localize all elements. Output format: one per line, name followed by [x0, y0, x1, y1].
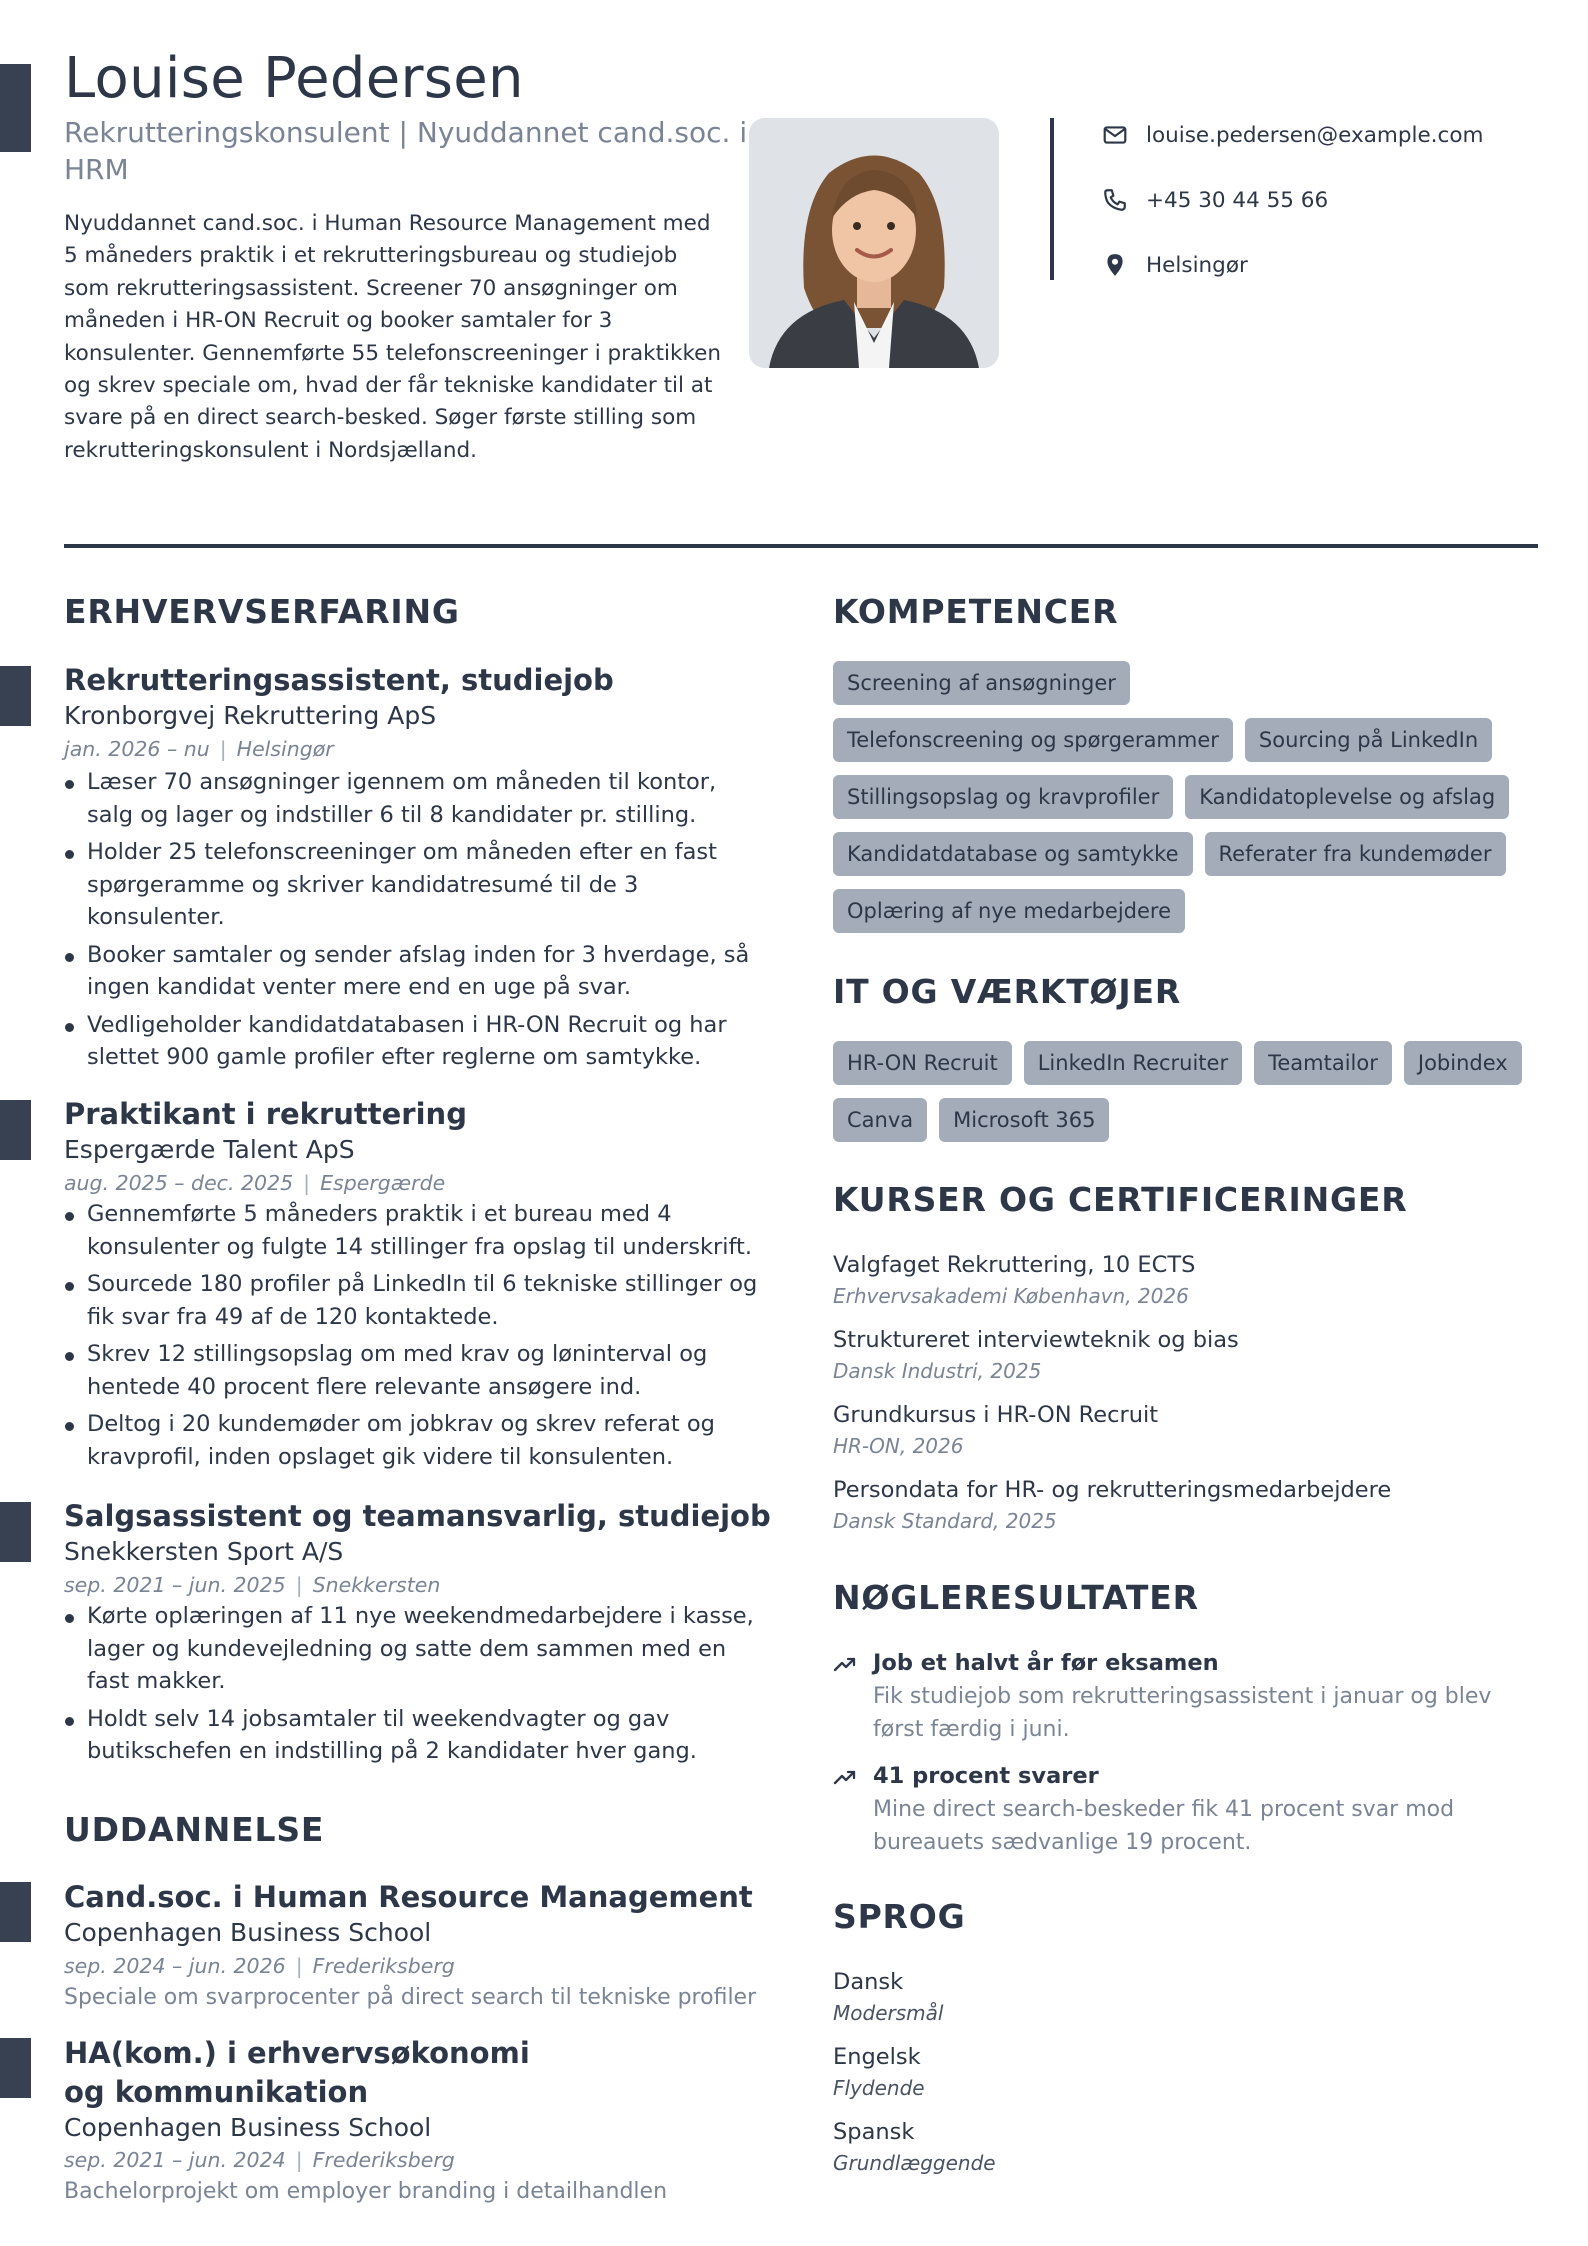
education-dates: sep. 2024 – jun. 2026 [64, 1954, 286, 1978]
job-location: Snekkersten [312, 1573, 441, 1597]
accent-bar-edu-2 [0, 2038, 31, 2098]
job-location: Espergærde [320, 1171, 446, 1195]
skill-chip: Telefonscreening og spørgerammer [833, 718, 1233, 762]
skill-chip: Kandidatdatabase og samtykke [833, 832, 1193, 876]
section-title-tools: IT OG VÆRKTØJER [833, 972, 1182, 1011]
header-divider [64, 544, 1538, 548]
contact-email-text: louise.pedersen@example.com [1146, 122, 1484, 148]
accent-bar-header [0, 64, 31, 152]
degree-title: Cand.soc. i Human Resource Management [64, 1880, 753, 1914]
language-level: Flydende [833, 2076, 925, 2100]
course-provider: Dansk Industri, 2025 [833, 1359, 1042, 1383]
education-note: Bachelorprojekt om employer branding i detailhandlen [64, 2179, 668, 2204]
job-dates: sep. 2021 – jun. 2025 [64, 1573, 286, 1597]
list-item: Skrev 12 stillingsopslag om med krav og løninterval og hentede 40 procent flere relevante ansøgere ind. [64, 1338, 764, 1403]
list-item: Gennemførte 5 måneders praktik i et bureau med 4 konsulenter og fulgte 14 stillinger fra opslag til underskrift. [64, 1198, 764, 1263]
list-item: Deltog i 20 kundemøder om jobkrav og skrev referat og kravprofil, inden opslaget gik videre til konsulenten. [64, 1408, 764, 1473]
trending-up-icon [833, 1765, 857, 1789]
course-title: Grundkursus i HR-ON Recruit [833, 1402, 1159, 1428]
course-provider: Erhvervsakademi København, 2026 [833, 1284, 1189, 1308]
achievement-title: Job et halvt år før eksamen [873, 1650, 1219, 1676]
language-level: Grundlæggende [833, 2151, 996, 2175]
list-item: Booker samtaler og sender afslag inden for 3 hverdage, så ingen kandidat venter mere end en uge på svar. [64, 939, 764, 1004]
language-name: Engelsk [833, 2044, 921, 2070]
job-title: Praktikant i rekruttering [64, 1097, 467, 1131]
tool-chip: Teamtailor [1254, 1041, 1392, 1085]
job-bullets [64, 1198, 764, 1478]
tool-chip: LinkedIn Recruiter [1024, 1041, 1242, 1085]
tool-chip: Microsoft 365 [939, 1098, 1109, 1142]
course-title: Persondata for HR- og rekrutteringsmedarbejdere [833, 1477, 1392, 1503]
contact-phone-text: +45 30 44 55 66 [1146, 187, 1329, 213]
section-title-education: UDDANNELSE [64, 1810, 325, 1849]
contact-location-text: Helsingør [1146, 252, 1248, 278]
accent-bar-job-1 [0, 666, 31, 726]
list-item: Holdt selv 14 jobsamtaler til weekendvagter og gav butikschefen en indstilling på 2 kandidater hver gang. [64, 1703, 764, 1768]
meta-separator: | [219, 737, 227, 761]
candidate-name: Louise Pedersen [64, 46, 524, 111]
list-item: Sourcede 180 profiler på LinkedIn til 6 tekniske stillinger og fik svar fra 49 af de 120 kontaktede. [64, 1268, 764, 1333]
section-title-skills: KOMPETENCER [833, 592, 1119, 631]
profile-photo [749, 118, 999, 368]
education-meta [64, 1954, 455, 1978]
contact-phone[interactable] [1102, 185, 1328, 215]
job-title: Rekrutteringsassistent, studiejob [64, 663, 614, 697]
section-title-achievements: NØGLERESULTATER [833, 1578, 1199, 1617]
job-dates: aug. 2025 – dec. 2025 [64, 1171, 294, 1195]
mail-icon [1102, 122, 1128, 148]
map-pin-icon [1102, 252, 1128, 278]
job-meta [64, 1573, 440, 1597]
skill-chip: Oplæring af nye medarbejdere [833, 889, 1185, 933]
candidate-headline: Rekrutteringskonsulent | Nyuddannet cand.soc. i HRM [64, 116, 748, 186]
degree-title-line-1: HA(kom.) i erhvervsøkonomi [64, 2036, 530, 2070]
language-name: Spansk [833, 2119, 915, 2145]
list-item: Holder 25 telefonscreeninger om måneden efter en fast spørgeramme og skriver kandidatresumé til de 3 konsulenter. [64, 836, 764, 934]
section-title-courses: KURSER OG CERTIFICERINGER [833, 1180, 1408, 1219]
tool-chip: Canva [833, 1098, 927, 1142]
education-dates: sep. 2021 – jun. 2024 [64, 2148, 286, 2172]
language-name: Dansk [833, 1969, 904, 1995]
section-title-experience: ERHVERVSERFARING [64, 592, 460, 631]
job-company: Kronborgvej Rekruttering ApS [64, 701, 437, 730]
contact-email[interactable] [1102, 120, 1483, 150]
skill-chip: Sourcing på LinkedIn [1245, 718, 1492, 762]
job-dates: jan. 2026 – nu [64, 737, 210, 761]
job-company: Snekkersten Sport A/S [64, 1537, 344, 1566]
section-title-languages: SPROG [833, 1897, 966, 1936]
skills-list [833, 661, 1553, 946]
course-title: Valgfaget Rekruttering, 10 ECTS [833, 1252, 1196, 1278]
skill-chip: Screening af ansøgninger [833, 661, 1130, 705]
meta-separator: | [295, 1954, 303, 1978]
meta-separator: | [295, 1573, 303, 1597]
trending-up-icon [833, 1652, 857, 1676]
job-title: Salgsassistent og teamansvarlig, studiejob [64, 1499, 771, 1533]
achievement-title: 41 procent svarer [873, 1763, 1099, 1789]
job-bullets [64, 766, 764, 1079]
skill-chip: Kandidatoplevelse og afslag [1185, 775, 1509, 819]
job-meta [64, 1171, 445, 1195]
education-note: Speciale om svarprocenter på direct search til tekniske profiler [64, 1985, 757, 2010]
tools-list [833, 1041, 1553, 1155]
education-meta [64, 2148, 455, 2172]
list-item: Vedligeholder kandidatdatabasen i HR-ON Recruit og har slettet 900 gamle profiler efter reglerne om samtykke. [64, 1009, 764, 1074]
contact-divider [1050, 118, 1054, 280]
accent-bar-edu-1 [0, 1882, 31, 1942]
contact-location [1102, 250, 1248, 280]
list-item: Læser 70 ansøgninger igennem om måneden til kontor, salg og lager og indstiller 6 til 8 kandidater pr. stilling. [64, 766, 764, 831]
achievement-description: Mine direct search-beskeder fik 41 procent svar mod bureauets sædvanlige 19 procent. [873, 1797, 1455, 1855]
phone-icon [1102, 187, 1128, 213]
portrait-illustration [749, 118, 999, 368]
job-company: Espergærde Talent ApS [64, 1135, 355, 1164]
education-location: Frederiksberg [312, 1954, 455, 1978]
course-provider: HR-ON, 2026 [833, 1434, 964, 1458]
list-item: Kørte oplæringen af 11 nye weekendmedarbejdere i kasse, lager og kundevejledning og satte dem sammen med en fast makker. [64, 1600, 764, 1698]
achievement-description: Fik studiejob som rekrutteringsassistent i januar og blev først færdig i juni. [873, 1684, 1492, 1742]
education-location: Frederiksberg [312, 2148, 455, 2172]
job-location: Helsingør [236, 737, 334, 761]
accent-bar-job-3 [0, 1502, 31, 1562]
meta-separator: | [295, 2148, 303, 2172]
accent-bar-job-2 [0, 1100, 31, 1160]
degree-title-line-2: og kommunikation [64, 2075, 369, 2109]
course-provider: Dansk Standard, 2025 [833, 1509, 1057, 1533]
language-level: Modersmål [833, 2001, 944, 2025]
tool-chip: HR-ON Recruit [833, 1041, 1012, 1085]
job-bullets [64, 1600, 764, 1773]
job-meta [64, 737, 334, 761]
profile-summary: Nyuddannet cand.soc. i Human Resource Management med 5 måneders praktik i et rekrutteringsbureau og studiejob som rekrutteringsassistent. Screener 70 ansøgninger om måneden i HR-ON Recruit og booker samtaler for 3 konsulenter. Gennemførte 55 telefonscreeninger i praktikken og skrev speciale om, hvad der får tekniske kandidater til at svare på en direct search-besked. Søger første stilling som rekrutteringskonsulent i Nordsjælland. [64, 211, 722, 463]
course-title: Struktureret interviewteknik og bias [833, 1327, 1239, 1353]
skill-chip: Stillingsopslag og kravprofiler [833, 775, 1173, 819]
school-name: Copenhagen Business School [64, 1918, 432, 1947]
school-name: Copenhagen Business School [64, 2113, 432, 2142]
skill-chip: Referater fra kundemøder [1205, 832, 1506, 876]
meta-separator: | [303, 1171, 311, 1195]
tool-chip: Jobindex [1404, 1041, 1522, 1085]
